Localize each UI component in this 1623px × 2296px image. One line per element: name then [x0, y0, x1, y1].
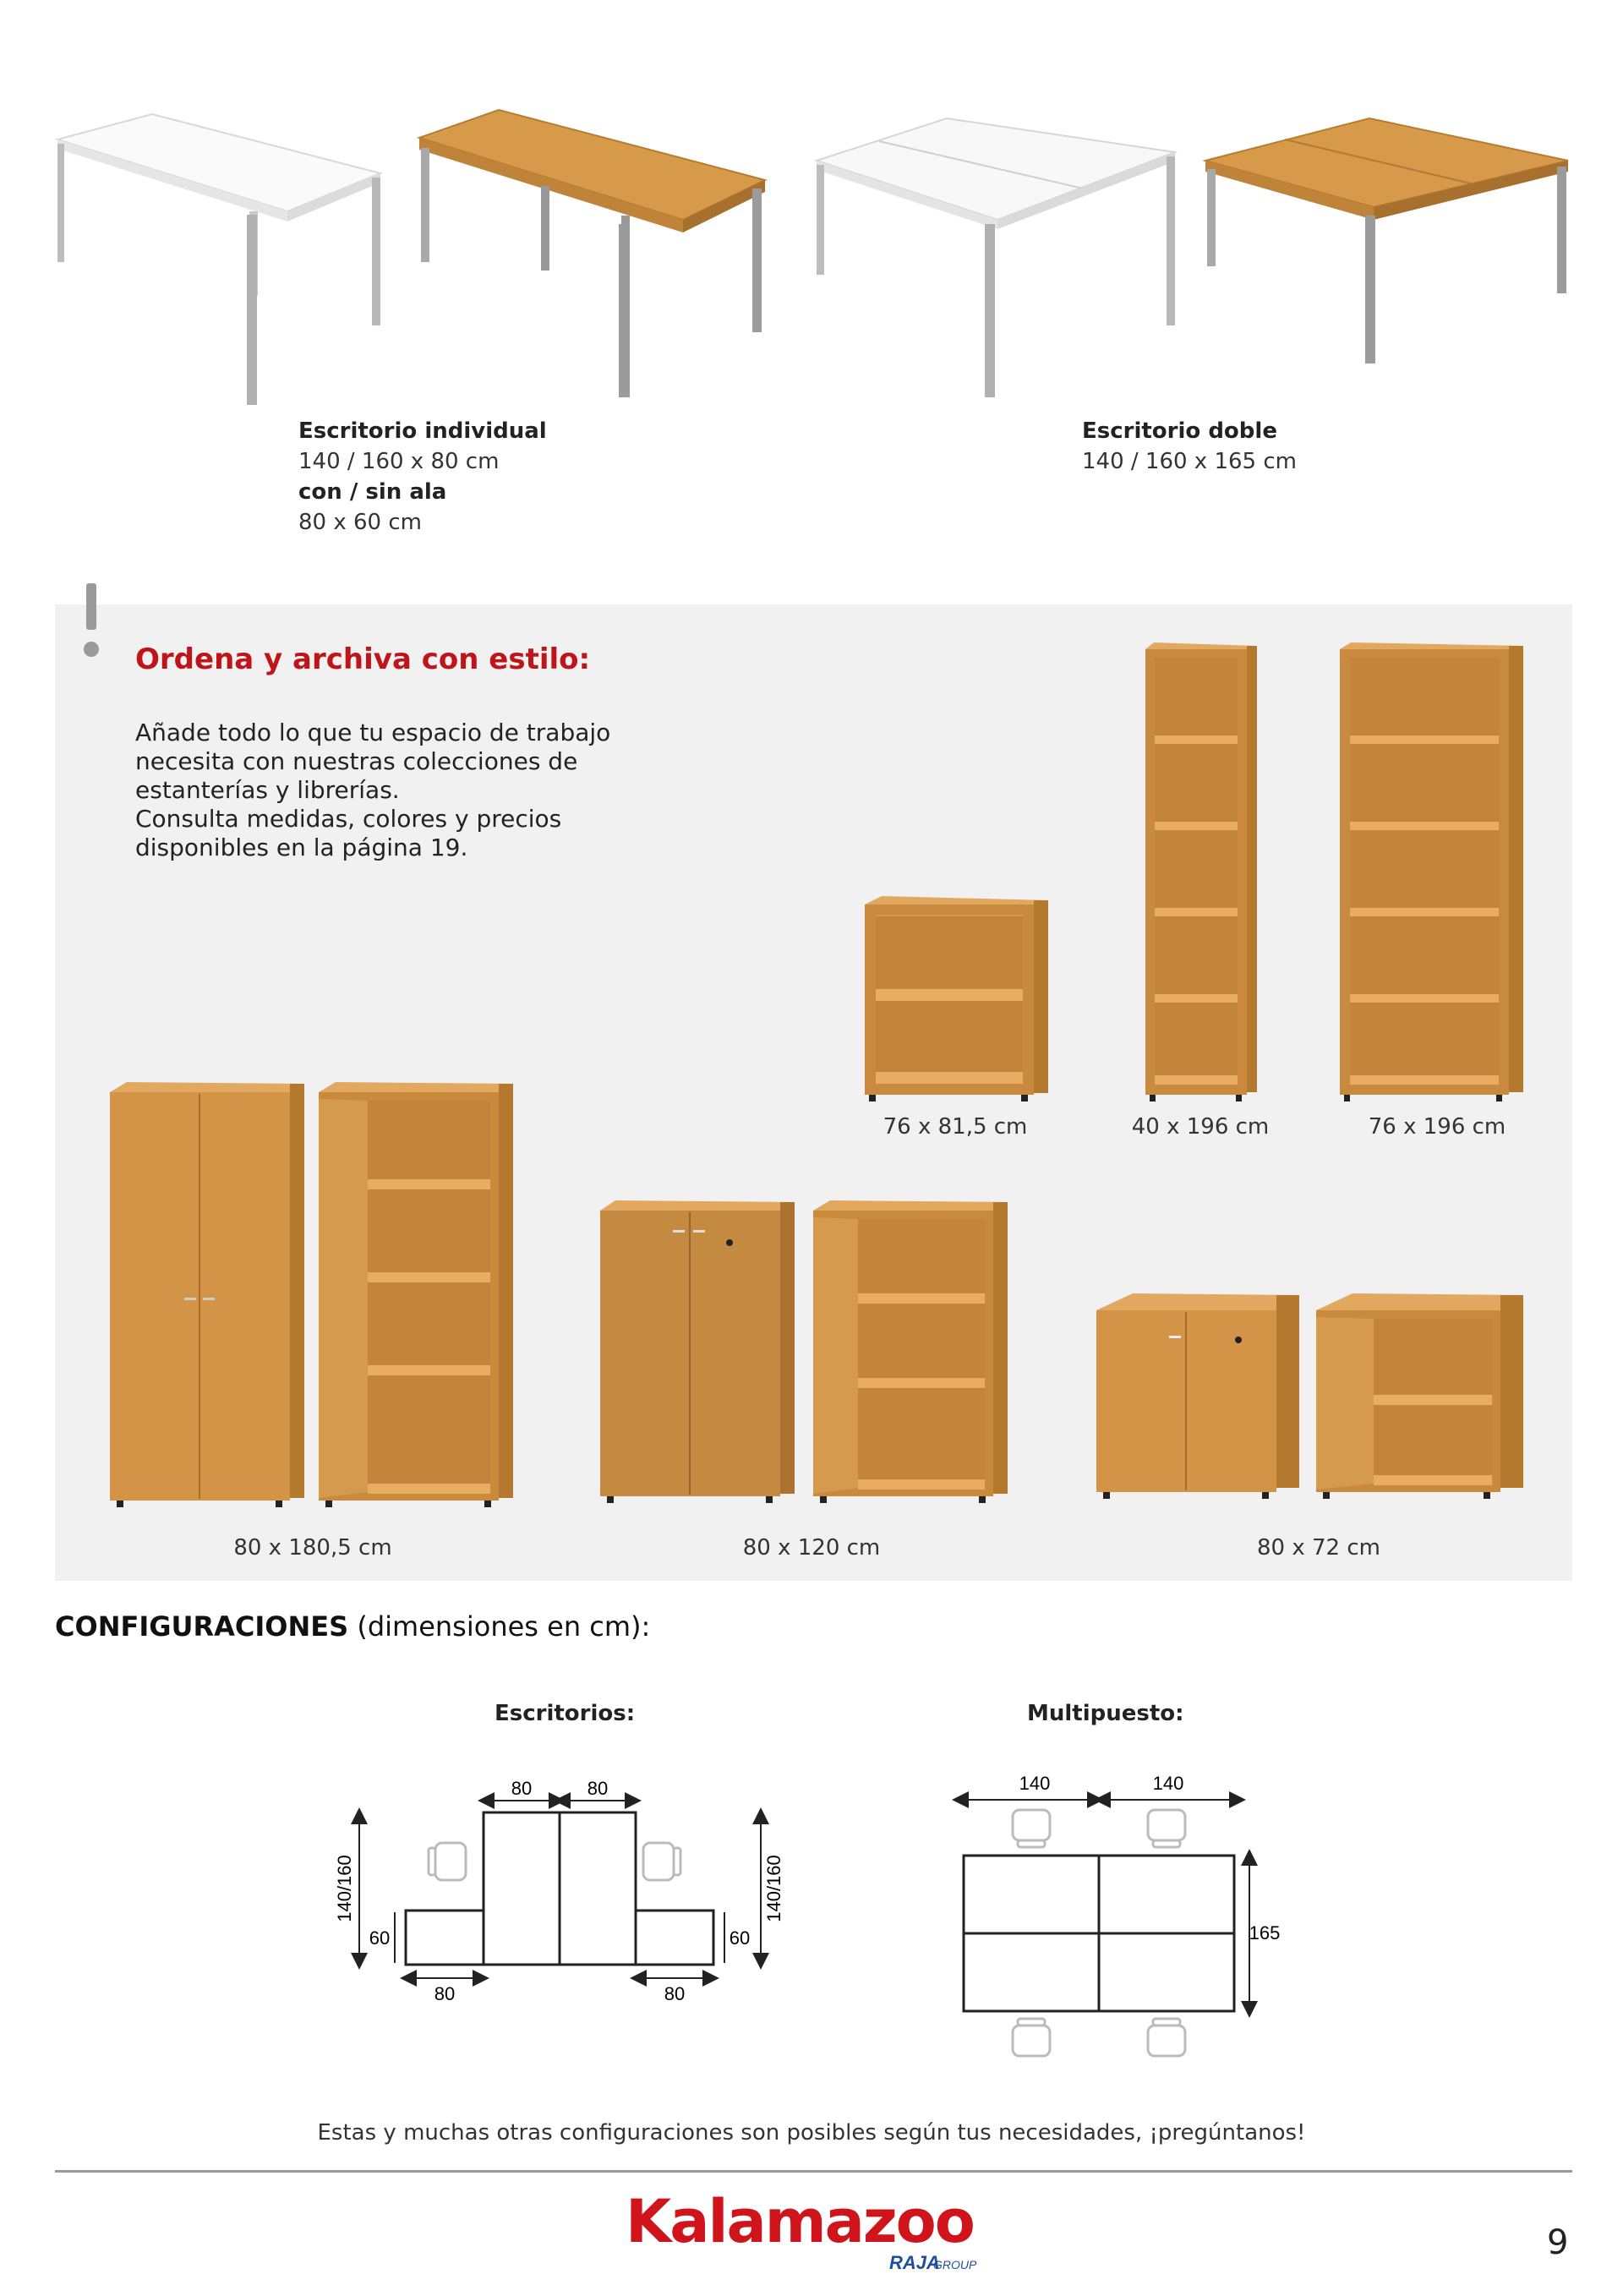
white-individual-desk-image: [51, 101, 397, 414]
double-desk-caption: [1082, 416, 1297, 477]
kalamazoo-logo: [626, 2189, 1014, 2274]
promo-title: Ordena y archiva con estilo:: [135, 642, 591, 676]
logo-sub2: GROUP: [933, 2258, 977, 2271]
configurations-title: [55, 1610, 650, 1643]
dim-left-wing: 60: [369, 1927, 391, 1949]
wood-double-desk-image: [1200, 114, 1572, 368]
promo-line: disponibles en la página 19.: [135, 834, 468, 861]
multi-configuration-diagram: [955, 1763, 1281, 2084]
chair-icon: [1148, 1810, 1185, 1847]
dim-bottom-left: 80: [434, 1983, 456, 2004]
exclamation-icon: [81, 583, 101, 659]
promo-line: necesita con nuestras colecciones de: [135, 747, 578, 775]
logo-wordmark: Kalamazoo: [626, 2187, 974, 2256]
page-number: 9: [1547, 2223, 1569, 2262]
dim-right-height: 140/160: [763, 1855, 784, 1922]
tall-cabinet-image: [108, 1082, 307, 1509]
low-cabinet-image: [1095, 1293, 1302, 1501]
dim-left-height: 140/160: [334, 1855, 355, 1922]
promo-body: [135, 719, 659, 862]
mid-bookcase-image: [812, 1200, 1010, 1505]
dim-depth: 165: [1249, 1922, 1281, 1943]
low-bookcase-image: [1314, 1293, 1526, 1501]
chair-icon: [1013, 2019, 1050, 2056]
small-bookcase-image: [861, 896, 1051, 1103]
promo-line: Añade todo lo que tu espacio de trabajo: [135, 719, 611, 746]
dim-right-wing: 60: [729, 1927, 751, 1949]
tall-bookcase-image: [317, 1082, 516, 1509]
configurations-title-bold: CONFIGURACIONES: [55, 1610, 349, 1643]
tall-cabinet-size: 80 x 180,5 cm: [233, 1535, 392, 1561]
chair-icon: [643, 1843, 680, 1880]
double-desk-title: Escritorio doble: [1082, 418, 1277, 444]
small-bookcase-size: 76 x 81,5 cm: [883, 1114, 1028, 1140]
dim-width-right: 140: [1152, 1773, 1184, 1794]
promo-line: Consulta medidas, colores y precios: [135, 805, 562, 833]
chair-icon: [429, 1843, 466, 1880]
dim-width-left: 140: [1019, 1773, 1051, 1794]
desk-configuration-diagram: [325, 1767, 799, 2012]
wood-individual-desk-image: [414, 106, 769, 402]
configurations-note: Estas y muchas otras configuraciones son posibles según tus necesidades, ¡pregúntanos!: [317, 2120, 1306, 2146]
chair-icon: [1013, 1810, 1050, 1847]
individual-desk-wing-title: con / sin ala: [298, 479, 447, 505]
mid-cabinet-image: [598, 1200, 797, 1505]
individual-desk-size: 140 / 160 x 80 cm: [298, 449, 500, 474]
dim-top-left: 80: [511, 1778, 533, 1799]
individual-desk-wing-size: 80 x 60 cm: [298, 510, 422, 535]
white-double-desk-image: [812, 106, 1183, 402]
multi-config-label: Multipuesto:: [1027, 1701, 1184, 1726]
desks-config-label: Escritorios:: [495, 1701, 636, 1726]
footer-divider: [55, 2170, 1572, 2173]
tall-wide-bookcase-size: 76 x 196 cm: [1368, 1114, 1506, 1140]
dim-bottom-right: 80: [664, 1983, 686, 2004]
logo-sub: RAJA: [889, 2252, 940, 2273]
dim-top-right: 80: [587, 1778, 609, 1799]
low-cabinet-size: 80 x 72 cm: [1257, 1535, 1380, 1561]
individual-desk-title: Escritorio individual: [298, 418, 547, 444]
tall-wide-bookcase-image: [1336, 642, 1526, 1103]
mid-cabinet-size: 80 x 120 cm: [742, 1535, 881, 1561]
chair-icon: [1148, 2019, 1185, 2056]
configurations-title-rest: (dimensiones en cm):: [348, 1610, 651, 1643]
tall-narrow-bookcase-image: [1141, 642, 1260, 1103]
tall-narrow-bookcase-size: 40 x 196 cm: [1131, 1114, 1270, 1140]
promo-line: estanterías y librerías.: [135, 776, 400, 804]
individual-desk-caption: [298, 416, 547, 538]
double-desk-size: 140 / 160 x 165 cm: [1082, 449, 1297, 474]
